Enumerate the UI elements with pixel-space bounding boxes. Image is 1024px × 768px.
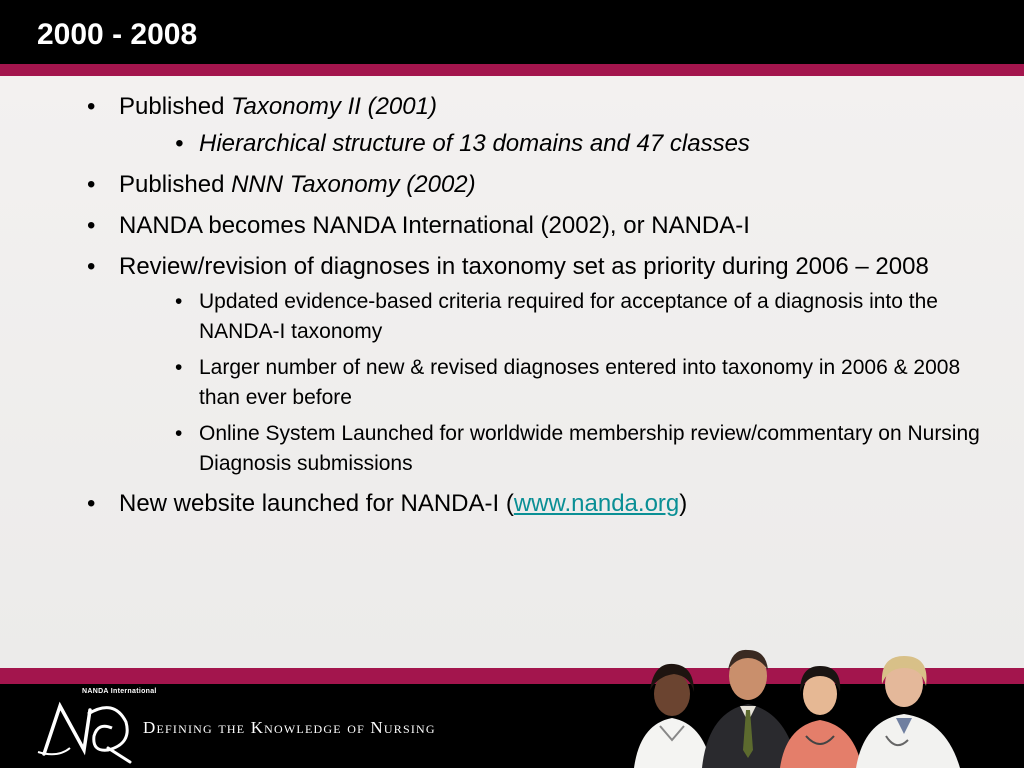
- person-2-figure: [702, 650, 798, 768]
- bullet-taxonomy-ii-italic: Taxonomy II (2001): [231, 93, 437, 120]
- person-4-figure: [856, 656, 960, 768]
- bullet-website-suffix: ): [679, 490, 688, 517]
- sub-bullet-hierarchical-structure: • Hierarchical structure of 13 domains and 47 classes: [154, 127, 995, 160]
- footer-tagline: Defining the Knowledge of Nursing: [143, 718, 436, 737]
- nanda-logo-icon: [30, 692, 142, 764]
- bullet-nnn-taxonomy: [85, 168, 995, 201]
- bullet-new-website: [85, 487, 995, 520]
- bullet-nnn-italic: NNN Taxonomy (2002): [231, 171, 476, 198]
- sub-bullet-evidence-criteria: • Updated evidence-based criteria required for acceptance of a diagnosis into the NANDA-I taxonomy: [154, 287, 995, 347]
- nanda-website-link[interactable]: www.nanda.org: [513, 490, 680, 517]
- bullet-website-prefix: New website launched for NANDA-I (: [119, 490, 514, 517]
- sub-list-taxonomy-ii: [119, 127, 995, 160]
- bullet-nnn-prefix: Published: [119, 171, 232, 198]
- bullet-nanda-international: • NANDA becomes NANDA International (2002), or NANDA-I: [85, 209, 995, 242]
- slide-title: 2000 - 2008: [37, 18, 198, 51]
- slide-header: [0, 0, 1024, 64]
- person-3-figure: [780, 666, 862, 768]
- bullet-review-revision: [85, 250, 995, 479]
- person-1-figure: [634, 664, 712, 768]
- bullet-taxonomy-ii: [85, 90, 995, 160]
- org-name: NANDA International: [82, 688, 157, 695]
- nursing-staff-photo: [620, 640, 1024, 768]
- accent-bar-top: [0, 64, 1024, 76]
- bullet-review-revision-text: Review/revision of diagnoses in taxonomy set as priority during 2006 – 2008: [119, 253, 929, 280]
- sub-bullet-online-system: • Online System Launched for worldwide membership review/commentary on Nursing Diagnosis submissions: [154, 419, 995, 479]
- sub-list-review: [119, 287, 995, 479]
- bullet-list: [85, 90, 995, 528]
- bullet-taxonomy-ii-prefix: Published: [119, 93, 232, 120]
- sub-bullet-larger-number: • Larger number of new & revised diagnoses entered into taxonomy in 2006 & 2008 than ever before: [154, 353, 995, 413]
